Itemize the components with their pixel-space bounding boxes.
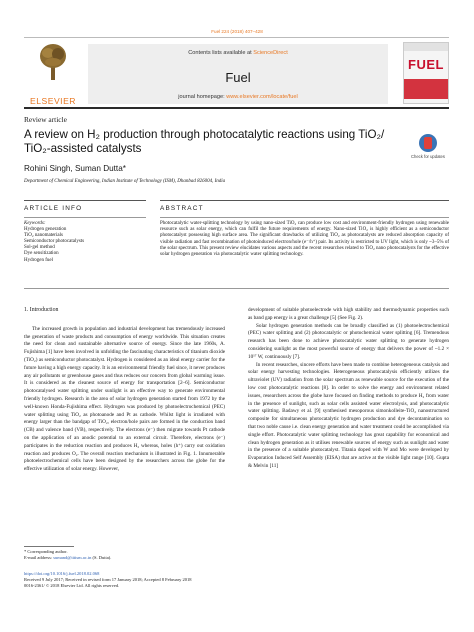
cover-title: FUEL [408,57,444,72]
journal-cover-thumbnail[interactable] [403,42,449,104]
footnotes [24,549,224,561]
email-suffix: (S. Dutta). [91,555,112,560]
abstract-text: Photocatalytic water-splitting technology by using nano-sized TiO₂ can produce low cost and environment-friendly hydrogen using renewable resource such as solar energy, which can fulfil the future requirements of energy. Nano-sized TiO₂ is highly efficient as a semiconductor photocatalyst possessing high surface area. The significant drawbacks of utilizing TiO₂ as photocatalysts are reduced absorption capacity of visible radiation and fast recombination of photoinduced electron/hole (e⁻/h⁺) pair. Its activity is restricted to UV light, which is only ~3–5% of the solar spectrum. This present review elucidates various aspects and the recent researches related to TiO₂ nano photocatalysts for the effective solar hydrogen generation via photocatalytic water splitting technology. [160,217,449,258]
body-paragraph: development of suitable photoelectrode with high stability and thermodynamic properties such as band gap energy is a great challenge [5] (See Fig. 2). [248,307,449,321]
body-paragraph: Solar hydrogen generation methods can be broadly classified as (1) photoelectrochemical (PEC) water splitting and (2) photocatalytic or photochemical water splitting [6]. Tremendous research has been done to achieve photocatalytic water splitting to generate hydrogen considering sunlight as the most powerful source of energy that delivers the power of ~1.2 × 10¹⁷ W, continuously [7]. [248,322,449,360]
journal-homepage-line [88,94,388,100]
contents-prefix: Contents lists available at [188,50,254,56]
body-paragraph: The increased growth in population and industrial development has tremendously increased the generation of waste products and consumption of energy worldwide. This situation creates the need for clean and sustainable alternative source of energy. Since the late 1960s, A. Fujishima [1] have been involved in unfolding the fascinating characteristics of titanium dioxide (TiO₂) as semiconductor photocatalyst. Hydrogen is considered as an ideal energy carrier for the future having a high energy capacity. It is an environmental friendly fuel since, it never produces any air pollutants or greenhouse gases and thus reduces our concern from global warming issue. It is considered as the cleanest source of energy for transportation [2–6]. Semiconductor photocatalysed water splitting under sunlight is an effective way to generate environmental friendly hydrogen. Research in the area of solar hydrogen generation started from 1972 by the well-known Honda-Fujishima effect. Hydrogen was produced by photoelectrochemical (PEC) water splitting using TiO₂ as photoanode and Pt as cathode. Whilst light is irradiated with energy larger than the bandgap of TiO₂, electron/hole pairs are formed in the conduction band (CB) and valence band (VB), respectively. The electrons (e⁻) then migrate towards Pt cathode on the application of an anodic potential to an external circuit. Therefore, electrons (e⁻) participates in the reduction reaction and produces H₂ whereas, holes (h⁺) carry out oxidation reaction and produces O₂. The overall reaction mechanism is illustrated in Fig. 1. Innumerable photoelectrochemical cells have been designed by the researchers across the globe for the effective utilization of solar energy. However, [24,325,225,473]
journal-masthead [24,37,449,109]
keyword-item: TiO₂ nanomaterials [24,233,63,239]
elsevier-logo[interactable] [24,40,82,106]
cover-band [404,79,448,99]
article-title [24,128,394,156]
journal-info-box [88,44,388,104]
sciencedirect-link[interactable]: ScienceDirect [253,50,288,56]
author-affiliation: Department of Chemical Engineering, Indian Institute of Technology (ISM), Dhanbad 826004, India [24,179,226,184]
journal-homepage-link[interactable]: www.elsevier.com/locate/fuel [226,94,298,100]
corresponding-author-note: * Corresponding author. [24,549,68,554]
article-type: Review article [24,115,67,124]
footnote-divider [24,546,74,547]
publication-info [24,571,224,589]
article-info-heading: ARTICLE INFO [24,200,146,212]
journal-name: Fuel [225,70,251,85]
keyword-item: Semiconductor photocatalysts [24,239,85,245]
abstract-heading: ABSTRACT [160,200,449,212]
homepage-prefix: journal homepage: [178,94,227,100]
section-heading-introduction: 1. Introduction [24,307,59,313]
publisher-name: ELSEVIER [29,96,77,106]
body-column-right [248,307,449,471]
keyword-item: Sol-gel method [24,245,55,251]
title-line-1: A review on H₂ production through photocatalytic reactions using TiO₂/ [24,128,385,141]
keyword-item: Hydrogen fuel [24,257,54,263]
crossmark-label: Check for updates [411,154,445,159]
title-line-2: TiO₂-assisted catalysts [24,142,142,155]
keywords-block [24,217,146,264]
body-column-left [24,307,225,474]
copyright-line: 0016-2361/ © 2018 Elsevier Ltd. All rights reserved. [24,583,120,588]
keyword-item: Hydrogen generation [24,227,67,233]
author-email-link[interactable]: sumand@iitism.ac.in [53,555,92,560]
keyword-item: Dye sensitization [24,251,59,257]
keywords-title: Keywords: [24,221,46,226]
contents-line [88,50,388,56]
journal-reference[interactable]: Fuel 224 (2018) 407–428 [211,29,263,34]
received-dates: Received 9 July 2017; Received in revised form 17 January 2018; Accepted 8 February 2018 [24,577,192,582]
cover-header-strip [404,43,448,51]
check-for-updates-button[interactable] [410,134,446,168]
email-prefix: E-mail address: [24,555,54,560]
doi-link[interactable]: https://doi.org/10.1016/j.fuel.2018.02.068 [24,571,100,576]
article-info-divider [24,288,449,289]
crossmark-icon [419,134,437,152]
elsevier-tree-icon [38,42,68,82]
author-list[interactable]: Rohini Singh, Suman Dutta* [24,164,126,173]
email-line [24,555,224,561]
body-paragraph: In recent researches, sincere efforts have been made to combine heterogeneous catalysis and solar energy harvesting technologies. Heterogeneous photocatalysis efficiently utilizes the ultraviolet (UV) radiation from the solar spectrum as renewable source for the execution of the low cost photocatalytic reactions [8]. In order to solve the energy and environment related issues, researchers across the globe have focused on finding methods to produce H₂ from water in the presence of sunlight, such as solar cells assisted water electrolysis, and photocatalytic water splitting. Badawy et al. [9] synthesised mesoporous simonkolleite-TiO₂ nanostructured composite for simultaneous photocatalytic hydrogen production and dye decontamination so that two noble cause i.e. clean energy generation and water treatment could be accomplished via single effort. Photocatalytic water splitting technology has great capability for economical and clean hydrogen generation as it utilises renewable sources of energy such as sunlight and water in the presence of a suitable photocatalyst. Titania doped with W and Mo were developed by Evaporation Induced Self Assembly (EISA) that are active at the visible light range [10]. Gupta & Melvin [11] [248,361,449,469]
